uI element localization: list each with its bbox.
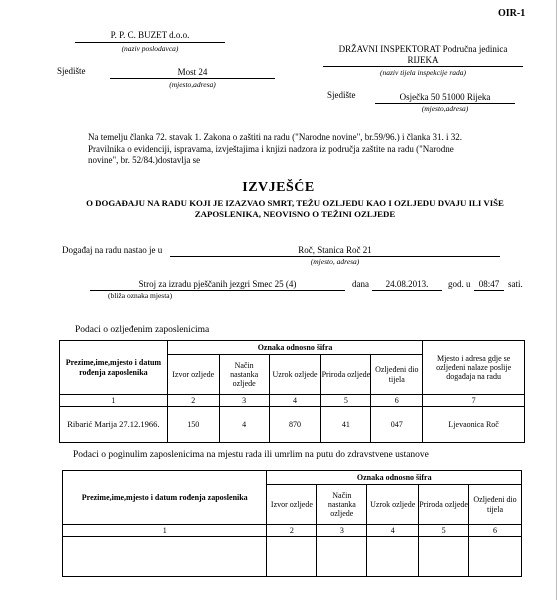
empty-cell	[469, 537, 522, 577]
inspectorate-caption: (naziv tijela inspekcije rada)	[379, 68, 467, 77]
employer-name: P. P. C. BUZET d.o.o.	[110, 30, 190, 40]
col-number: 6	[371, 395, 423, 407]
event-time-unit: sati.	[508, 279, 523, 289]
deceased-col-manner: Način nastanka ozljede	[317, 485, 367, 525]
table-row-empty	[63, 537, 522, 577]
empty-cell	[367, 537, 419, 577]
col-number: 1	[63, 525, 267, 537]
report-subtitle	[60, 198, 530, 220]
deceased-col-source: Izvor ozljede	[267, 485, 317, 525]
deceased-col-bodypart: Ozljeđeni dio tijela	[469, 485, 522, 525]
report-title: IZVJEŠĆE	[242, 180, 315, 195]
intro-line: novine", br. 52/84.)dostavlja se	[88, 155, 201, 165]
deceased-col-cause: Uzrok ozljede	[367, 485, 419, 525]
event-date: 24.08.2013.	[385, 279, 429, 289]
injured-col-source: Izvor ozljede	[167, 355, 219, 395]
event-machine-caption: (bliža oznaka mjesta)	[108, 291, 173, 300]
employer-seat: Most 24	[177, 67, 208, 77]
event-time-label: god. u	[448, 279, 471, 289]
subtitle-line: O DOGAĐAJU NA RADU KOJI JE IZAZVAO SMRT, TEŽU OZLJEDU KAO I OZLJEDU DVAJU ILI VIŠE	[86, 198, 504, 208]
subtitle-line: ZAPOSLENIKA, NEOVISNO O TEŽINI OZLJEDE	[194, 209, 396, 219]
empty-cell	[63, 537, 267, 577]
employer-seat-caption: (mjesto,adresa)	[169, 80, 216, 89]
deceased-group-label: Oznaka odnosno šifra	[267, 471, 522, 485]
cell-manner: 4	[219, 407, 269, 443]
form-code: OIR-1	[498, 8, 526, 19]
injured-table	[59, 340, 525, 443]
injured-heading: Podaci o ozljeđenim zaposlenicima	[75, 325, 210, 335]
injured-col-name: Prezime,ime,mjesto i datum rođenja zaposlenika	[60, 341, 168, 395]
intro-paragraph	[88, 132, 528, 167]
event-machine: Stroj za izradu pješčanih jezgri Smec 25 (4)	[138, 279, 297, 289]
event-label: Događaj na radu nastao je u	[62, 245, 163, 255]
col-number: 4	[269, 395, 321, 407]
injured-group-label: Oznaka odnosno šifra	[167, 341, 422, 355]
cell-bodypart: 047	[371, 407, 423, 443]
injured-col-cause: Uzrok ozljede	[269, 355, 321, 395]
empty-cell	[419, 537, 469, 577]
intro-line: Na temelju članka 72. stavak 1. Zakona o zaštiti na radu ("Narodne novine", br.59/96.) i članka 31. i 32.	[88, 132, 462, 142]
table-row	[60, 407, 525, 443]
col-number: 6	[469, 525, 522, 537]
deceased-table	[62, 470, 522, 577]
inspectorate-seat: Osječka 50 51000 Rijeka	[399, 92, 491, 102]
intro-line: Pravilnika o evidenciji, ispravama, izvještajima i knjizi nadzora iz područja zaštite na radu ("Narodne	[88, 143, 454, 154]
cell-name: Ribarić Marija 27.12.1966.	[60, 407, 168, 443]
event-time: 08:47	[478, 279, 500, 289]
injured-col-nature: Priroda ozljede	[321, 355, 371, 395]
event-date-label: dana	[352, 279, 369, 289]
event-place-caption: (mjesto, adresa)	[310, 257, 360, 266]
cell-source: 150	[167, 407, 219, 443]
col-number: 2	[267, 525, 317, 537]
col-number: 3	[219, 395, 269, 407]
cell-nature: 41	[321, 407, 371, 443]
event-place: Roč, Stanica Roč 21	[298, 245, 372, 255]
col-number: 3	[317, 525, 367, 537]
injured-col-place: Mjesto i adresa gdje se ozljeđeni nalaze poslije događaja na radu	[423, 341, 525, 395]
inspectorate-seat-caption: (mjesto,adresa)	[421, 104, 469, 113]
inspectorate-seat-label: Sjedište	[327, 90, 356, 100]
col-number: 4	[367, 525, 419, 537]
col-number: 5	[321, 395, 371, 407]
deceased-heading: Podaci o poginulim zaposlenicima na mjestu rada ili umrlim na putu do zdravstvene ustanove	[73, 450, 429, 460]
col-number: 7	[423, 395, 525, 407]
deceased-col-nature: Priroda ozljede	[419, 485, 469, 525]
employer-name-caption: (naziv poslodavca)	[121, 44, 179, 53]
empty-cell	[317, 537, 367, 577]
employer-seat-label: Sjedište	[57, 66, 86, 76]
cell-place: Ljevaonica Roč	[423, 407, 525, 443]
deceased-col-name: Prezime,ime,mjesto i datum rođenja zaposlenika	[63, 471, 267, 525]
injured-col-manner: Način nastanka ozljede	[219, 355, 269, 395]
col-number: 2	[167, 395, 219, 407]
inspectorate-city: RIJEKA	[407, 55, 439, 65]
cell-cause: 870	[269, 407, 321, 443]
empty-cell	[267, 537, 317, 577]
col-number: 5	[419, 525, 469, 537]
inspectorate-name: DRŽAVNI INSPEKTORAT Područna jedinica	[338, 44, 508, 54]
col-number: 1	[60, 395, 168, 407]
injured-col-bodypart: Ozljeđeni dio tijela	[371, 355, 423, 395]
